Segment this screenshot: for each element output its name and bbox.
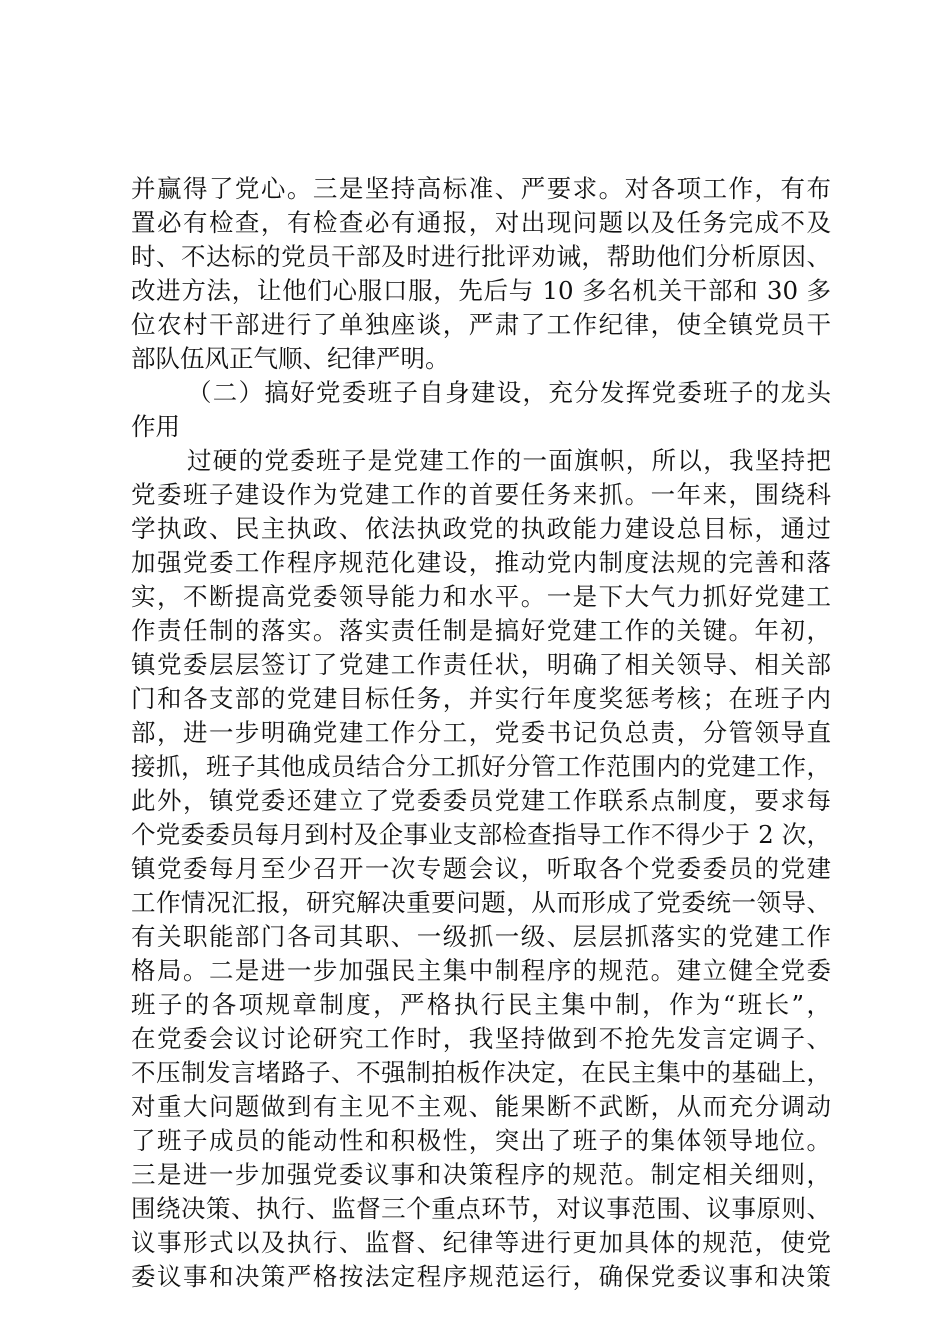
body-text [131,172,831,1294]
text-line: 学执政、民主执政、依法执政党的执政能力建设总目标，通过 [131,514,831,543]
text-line: 实，不断提高党委领导能力和水平。一是下大气力抓好党建工 [131,582,831,611]
text-line: 三是进一步加强党委议事和决策程序的规范。制定相关细则， [131,1160,831,1189]
text-line: 对重大问题做到有主见不主观、能果断不武断，从而充分调动 [131,1092,831,1121]
text-line: 镇党委层层签订了党建工作责任状，明确了相关领导、相关部 [131,650,831,679]
section-heading: （二）搞好党委班子自身建设，充分发挥党委班子的龙头 [187,378,831,407]
text-line: 部，进一步明确党建工作分工，党委书记负总责，分管领导直 [131,718,831,747]
text-line: 党委班子建设作为党建工作的首要任务来抓。一年来，围绕科 [131,480,831,509]
text-line: 在党委会议讨论研究工作时，我坚持做到不抢先发言定调子、 [131,1024,831,1053]
text-line: 时、不达标的党员干部及时进行批评劝诫，帮助他们分析原因、 [131,242,831,271]
text-line: 加强党委工作程序规范化建设，推动党内制度法规的完善和落 [131,548,831,577]
text-line: 格局。二是进一步加强民主集中制程序的规范。建立健全党委 [131,956,831,985]
text-line: 围绕决策、执行、监督三个重点环节，对议事范围、议事原则、 [131,1194,831,1223]
text-line: 门和各支部的党建目标任务，并实行年度奖惩考核；在班子内 [131,684,831,713]
section-heading-continued: 作用 [131,412,180,441]
text-line: 部队伍风正气顺、纪律严明。 [131,344,450,373]
paragraph-first-line: 过硬的党委班子是党建工作的一面旗帜，所以，我坚持把 [187,446,831,475]
text-line: 了班子成员的能动性和积极性，突出了班子的集体领导地位。 [131,1126,831,1155]
text-line: 班子的各项规章制度，严格执行民主集中制，作为“班长”， [131,990,831,1019]
text-line: 不压制发言堵路子、不强制拍板作决定，在民主集中的基础上， [131,1058,831,1087]
text-line: 位农村干部进行了单独座谈，严肃了工作纪律，使全镇党员干 [131,310,831,339]
text-line: 此外，镇党委还建立了党委委员党建工作联系点制度，要求每 [131,786,831,815]
text-line: 接抓，班子其他成员结合分工抓好分管工作范围内的党建工作， [131,752,831,781]
text-line: 委议事和决策严格按法定程序规范运行，确保党委议事和决策 [131,1262,831,1291]
text-line: 置必有检查，有检查必有通报，对出现问题以及任务完成不及 [131,208,831,237]
text-line: 个党委委员每月到村及企事业支部检查指导工作不得少于 2 次， [131,820,831,849]
text-line: 议事形式以及执行、监督、纪律等进行更加具体的规范，使党 [131,1228,831,1257]
text-line: 作责任制的落实。落实责任制是搞好党建工作的关键。年初， [131,616,831,645]
text-line: 有关职能部门各司其职、一级抓一级、层层抓落实的党建工作 [131,922,831,951]
text-line: 工作情况汇报，研究解决重要问题，从而形成了党委统一领导、 [131,888,831,917]
text-line: 镇党委每月至少召开一次专题会议，听取各个党委委员的党建 [131,854,831,883]
text-line: 并赢得了党心。三是坚持高标准、严要求。对各项工作，有布 [131,174,831,203]
text-line: 改进方法，让他们心服口服，先后与 10 多名机关干部和 30 多 [131,276,831,305]
